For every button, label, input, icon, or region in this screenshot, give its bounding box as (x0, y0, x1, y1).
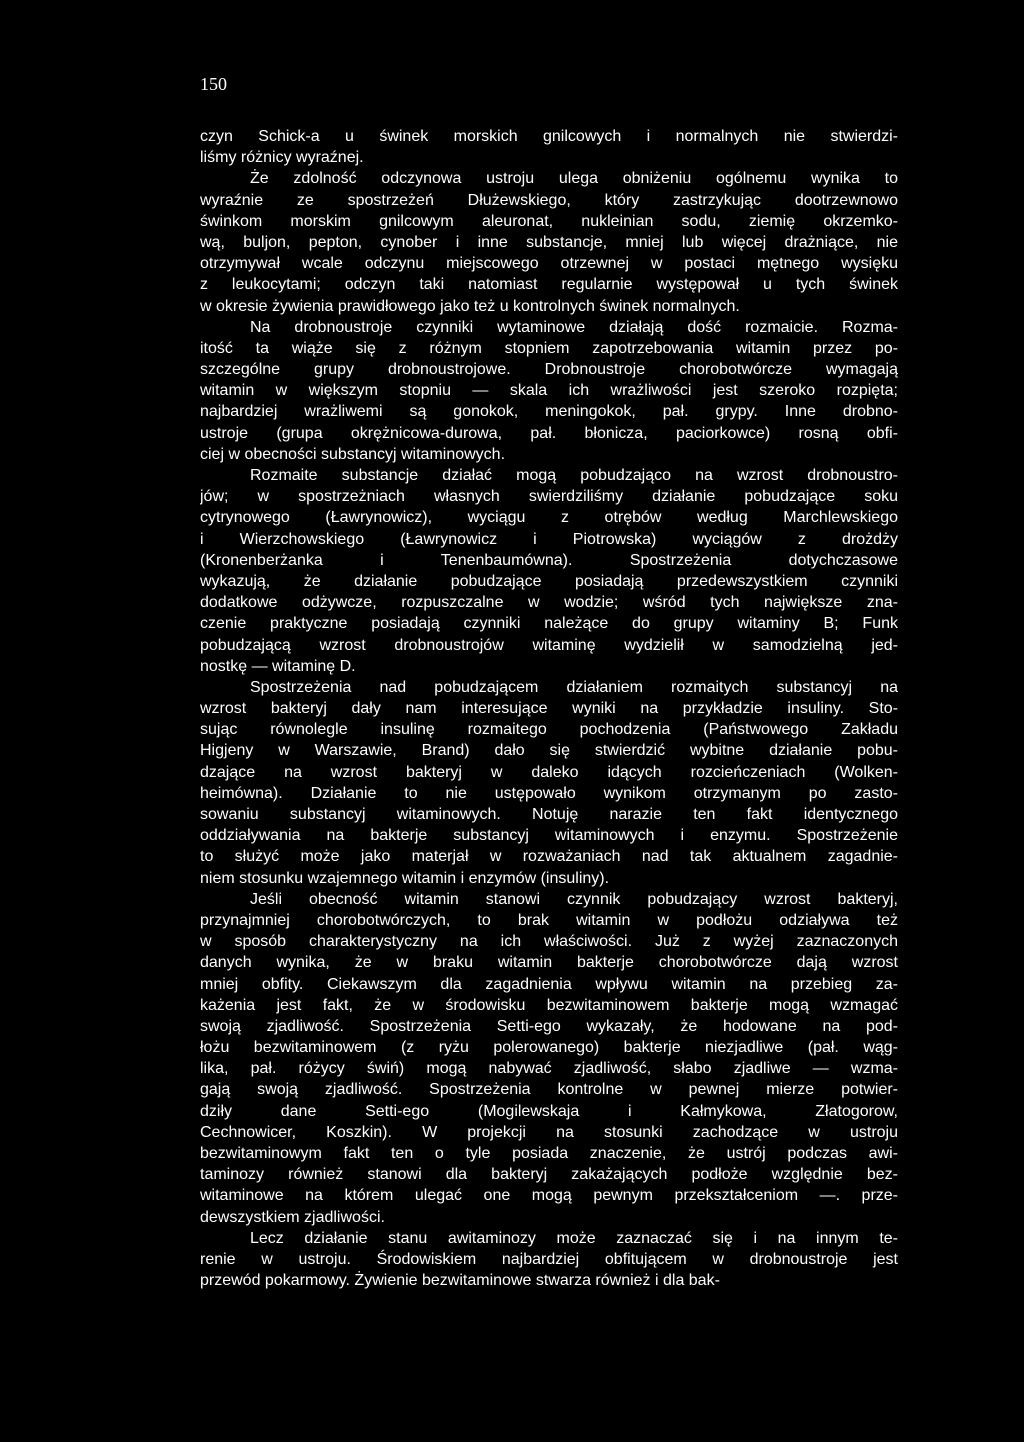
paragraph (200, 1228, 898, 1292)
text-column (200, 126, 898, 1291)
text-line: w okresie żywienia prawidłowego jako też u kontrolnych świnek normalnych. (200, 297, 740, 315)
text-line: najbardziej wrażliwemi są gonokok, meningokok, pał. grypy. Inne drobno- (200, 403, 898, 421)
text-line: sując równolegle insulinę rozmaitego pochodzenia (Państwowego Zakładu (200, 721, 898, 739)
text-line: wą, buljon, pepton, cynober i inne substancje, mniej lub więcej drażniące, nie (200, 233, 898, 251)
text-line: lika, pał. różycy świń) mogą nabywać zjadliwość, słabo zjadliwe — wzma- (200, 1060, 898, 1078)
text-line: to służyć może jako materjał w rozważaniach nad tak aktualnem zagadnie- (200, 848, 898, 866)
page-number: 150 (200, 74, 227, 94)
text-line: przewód pokarmowy. Żywienie bezwitaminowe stwarza również i dla bak- (200, 1272, 720, 1290)
text-line: dziły dane Setti-ego (Mogilewskaja i Kałmykowa, Złatogorow, (200, 1102, 898, 1120)
text-line: Że zdolność odczynowa ustroju ulega obniżeniu ogólnemu wynika to (250, 170, 898, 188)
text-line: dewszystkiem zjadliwości. (200, 1208, 385, 1226)
text-line: swoją zjadliwość. Spostrzeżenia Setti-ego wykazały, że hodowane na pod- (200, 1017, 898, 1035)
text-line: Higjeny w Warszawie, Brand) dało się stwierdzić wybitne działanie pobu- (200, 742, 898, 760)
text-line: Jeśli obecność witamin stanowi czynnik pobudzający wzrost bakteryj, (250, 890, 898, 908)
paragraph (200, 168, 898, 316)
text-line: szczególne grupy drobnoustrojowe. Drobnoustroje chorobotwórcze wymagają (200, 361, 898, 379)
paragraph (200, 465, 898, 677)
text-line: witaminowe na którem ulegać one mogą pewnym przekształceniom —. prze- (200, 1187, 898, 1205)
text-line: itość ta wiąże się z różnym stopniem zapotrzebowania witamin przez po- (200, 339, 898, 357)
text-line: oddziaływania na bakterje substancyj witaminowych i enzymu. Spostrzeżenie (200, 827, 898, 845)
text-line: renie w ustroju. Środowiskiem najbardziej obfitującem w drobnoustroje jest (200, 1250, 898, 1268)
text-line: czyn Schick-a u świnek morskich gnilcowych i normalnych nie stwierdzi- (200, 128, 898, 145)
paragraph (200, 126, 898, 168)
text-line: sowaniu substancyj witaminowych. Notuję narazie ten fakt identycznego (200, 806, 898, 823)
text-line: i Wierzchowskiego (Ławrynowicz i Piotrowska) wyciągów z drożdży (200, 530, 898, 548)
text-line: ciej w obecności substancyj witaminowych. (200, 445, 506, 463)
text-line: niem stosunku wzajemnego witamin i enzymów (insuliny). (200, 869, 610, 887)
text-line: mniej obfity. Ciekawszym dla zagadnienia wpływu witamin na przebieg za- (200, 975, 898, 993)
paragraph (200, 317, 898, 465)
text-line: czenie praktyczne posiadają czynniki należące do grupy witaminy B; Funk (200, 615, 898, 633)
text-line: (Kronenberżanka i Tenenbaumówna). Spostrzeżenia dotychczasowe (200, 551, 898, 569)
text-line: łożu bezwitaminowem (z ryżu polerowanego) bakterje niezjadliwe (pał. wąg- (200, 1039, 898, 1057)
text-line: z leukocytami; odczyn taki natomiast regularnie występował u tych świnek (200, 276, 898, 294)
text-line: witamin w większym stopniu — skala ich wrażliwości jest szeroko rozpięta; (200, 382, 898, 400)
text-line: Spostrzeżenia nad pobudzającem działaniem rozmaitych substancyj na (250, 678, 898, 696)
text-line: heimówna). Działanie to nie ustępowało wynikom otrzymanym po zasto- (200, 784, 898, 802)
text-line: ustroje (grupa okrężnicowa-durowa, pał. błonicza, paciorkowce) rosną obfi- (200, 424, 898, 442)
paragraph (200, 889, 898, 1228)
text-line: wzrost bakteryj dały nam interesujące wyniki na przykładzie insuliny. Sto- (200, 700, 898, 718)
text-line: taminozy również stanowi dla bakteryj zakażających podłoże względnie bez- (200, 1166, 898, 1184)
text-line: w sposób charakterystyczny na ich właściwości. Już z wyżej zaznaczonych (200, 933, 898, 951)
text-line: jów; w spostrzeżniach własnych swierdziliśmy działanie pobudzające soku (200, 488, 898, 506)
text-line: bezwitaminowym fakt ten o tyle posiada znaczenie, że ustrój podczas awi- (200, 1145, 898, 1162)
text-line: wykazują, że działanie pobudzające posiadają przedewszystkiem czynniki (200, 572, 898, 590)
text-line: wyraźnie ze spostrzeżeń Dłużewskiego, który zastrzykując dootrzewnowo (200, 191, 898, 209)
text-line: nostkę — witaminę D. (200, 657, 356, 675)
paragraph (200, 677, 898, 889)
text-line: danych wynika, że w braku witamin bakterje chorobotwórcze dają wzrost (200, 954, 898, 972)
text-line: gają swoją zjadliwość. Spostrzeżenia kontrolne w pewnej mierze potwier- (200, 1081, 898, 1099)
text-line: Na drobnoustroje czynniki wytaminowe działają dość rozmaicie. Rozma- (250, 318, 898, 336)
text-line: każenia jest fakt, że w środowisku bezwitaminowem bakterje mogą wzmagać (200, 996, 898, 1014)
text-line: dodatkowe odżywcze, rozpuszczalne w wodzie; wśród tych największe zna- (200, 594, 898, 612)
text-line: świnkom morskim gnilcowym aleuronat, nukleinian sodu, ziemię okrzemko- (200, 212, 898, 230)
text-line: przynajmniej chorobotwórczych, to brak witamin w podłożu odziaływa też (200, 911, 898, 929)
text-line: Lecz działanie stanu awitaminozy może zaznaczać się i na innym te- (250, 1229, 898, 1247)
text-line: otrzymywał wcale odczynu miejscowego otrzewnej w postaci mętnego wysięku (200, 255, 898, 273)
text-line: cytrynowego (Ławrynowicz), wyciągu z otrębów według Marchlewskiego (200, 509, 898, 527)
text-line: pobudzającą wzrost drobnoustrojów witaminę wydzielił w samodzielną jed- (200, 636, 898, 654)
text-line: Rozmaite substancje działać mogą pobudzająco na wzrost drobnoustro- (250, 467, 898, 484)
text-line: liśmy różnicy wyraźnej. (200, 149, 364, 167)
text-line: dzające na wzrost bakteryj w daleko idących rozcieńczeniach (Wolken- (200, 763, 898, 781)
text-line: Cechnowicer, Koszkin). W projekcji na stosunki zachodzące w ustroju (200, 1123, 898, 1141)
